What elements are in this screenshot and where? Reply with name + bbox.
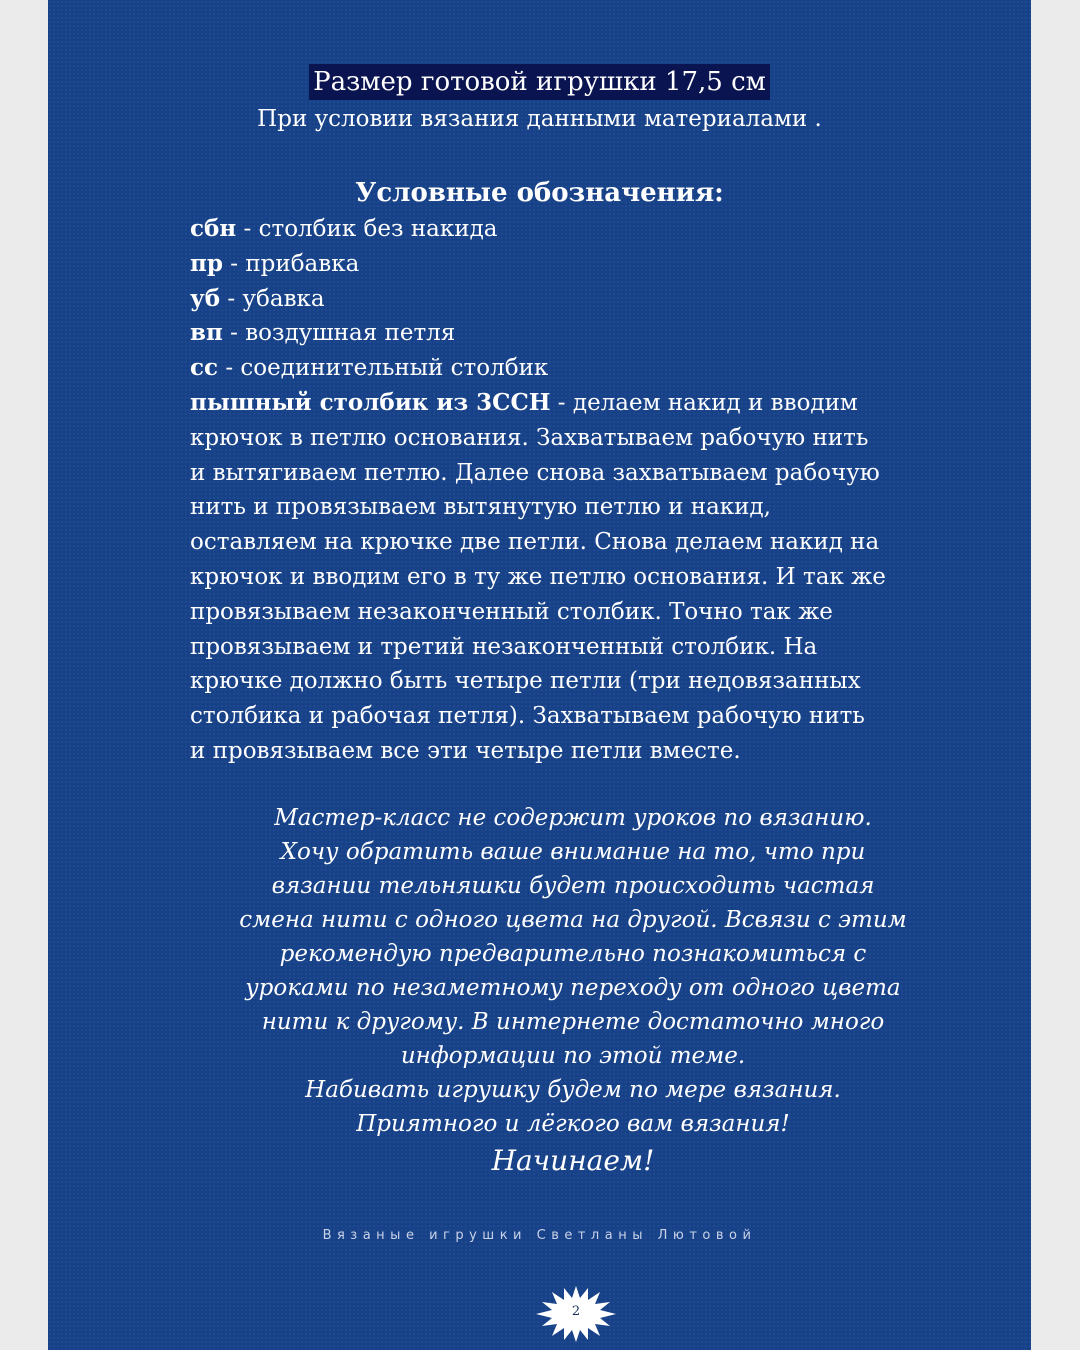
legend-desc-line: оставляем на крючке две петли. Снова делаем накид на <box>190 529 880 556</box>
legend-abbr: сс <box>190 354 219 382</box>
legend-desc-line: и вытягиваем петлю. Далее снова захватываем рабочую <box>190 459 880 486</box>
legend-abbr: сбн <box>190 215 237 242</box>
legend-desc-line: делаем накид и вводим <box>572 389 858 416</box>
legend-desc: убавка <box>242 285 325 312</box>
legend-item: сбн - столбик без накида <box>190 215 498 242</box>
document-page <box>48 0 1031 1350</box>
note-line: Хочу обратить ваше внимание на то, что при <box>280 839 866 865</box>
legend-desc: воздушная петля <box>245 320 456 347</box>
footer-brand: Вязаные игрушки Светланы Лютовой <box>322 1228 757 1243</box>
note-line: смена нити с одного цвета на другой. Всвязи с этим <box>239 907 907 933</box>
page-title: Размер готовой игрушки 17,5 см <box>309 64 770 100</box>
legend-desc: прибавка <box>245 250 360 277</box>
note-line: Приятного и лёгкого вам вязания! <box>356 1111 790 1137</box>
legend-item: пр - прибавка <box>190 249 360 277</box>
note-line: информации по этой теме. <box>400 1043 746 1069</box>
intro-note <box>178 801 968 1181</box>
legend-item: вп - воздушная петля <box>190 319 456 347</box>
legend-desc-line: провязываем незаконченный столбик. Точно так же <box>190 598 833 625</box>
legend-abbr: пр <box>190 249 223 277</box>
legend-desc-line: крючок в петлю основания. Захватываем рабочую нить <box>190 424 869 451</box>
legend-desc-line: и провязываем все эти четыре петли вместе. <box>190 737 741 764</box>
note-line: уроками по незаметному переходу от одного цвета <box>245 975 901 1001</box>
start-heading: Начинаем! <box>491 1144 655 1177</box>
legend-desc-line: крючок и вводим его в ту же петлю основания. И так же <box>190 563 886 590</box>
page-number-badge <box>534 1282 618 1346</box>
legend-desc: столбик без накида <box>258 216 498 242</box>
note-line: Мастер-класс не содержит уроков по вязанию. <box>274 805 872 831</box>
note-line: нити к другому. В интернете достаточно много <box>261 1009 885 1035</box>
legend-desc-line: нить и провязываем вытянутую петлю и накид, <box>190 494 771 521</box>
note-line: вязании тельняшки будет происходить частая <box>271 873 875 899</box>
legend-item: уб - убавка <box>190 284 325 312</box>
legend-abbr: уб <box>190 284 221 312</box>
legend-list <box>190 212 980 769</box>
legend-item: сс - соединительный столбик <box>190 354 549 382</box>
legend-heading: Условные обозначения: <box>355 178 724 208</box>
title-block <box>48 64 1031 100</box>
legend-desc: соединительный столбик <box>240 355 549 382</box>
legend-abbr: пышный столбик из 3ССН <box>190 388 551 416</box>
legend-desc-line: крючке должно быть четыре петли (три недовязанных <box>190 668 861 695</box>
page-number: 2 <box>571 1304 581 1319</box>
legend-long-item: пышный столбик из 3ССН - делаем накид и вводим <box>190 388 858 416</box>
legend-abbr: вп <box>190 319 223 347</box>
page-subtitle: При условии вязания данными материалами . <box>257 106 822 132</box>
note-line: Набивать игрушку будем по мере вязания. <box>305 1077 841 1103</box>
legend-desc-line: столбика и рабочая петля). Захватываем рабочую нить <box>190 703 865 730</box>
legend-desc-line: провязываем и третий незаконченный столбик. На <box>190 633 818 660</box>
note-line: рекомендую предварительно познакомиться с <box>279 941 867 967</box>
